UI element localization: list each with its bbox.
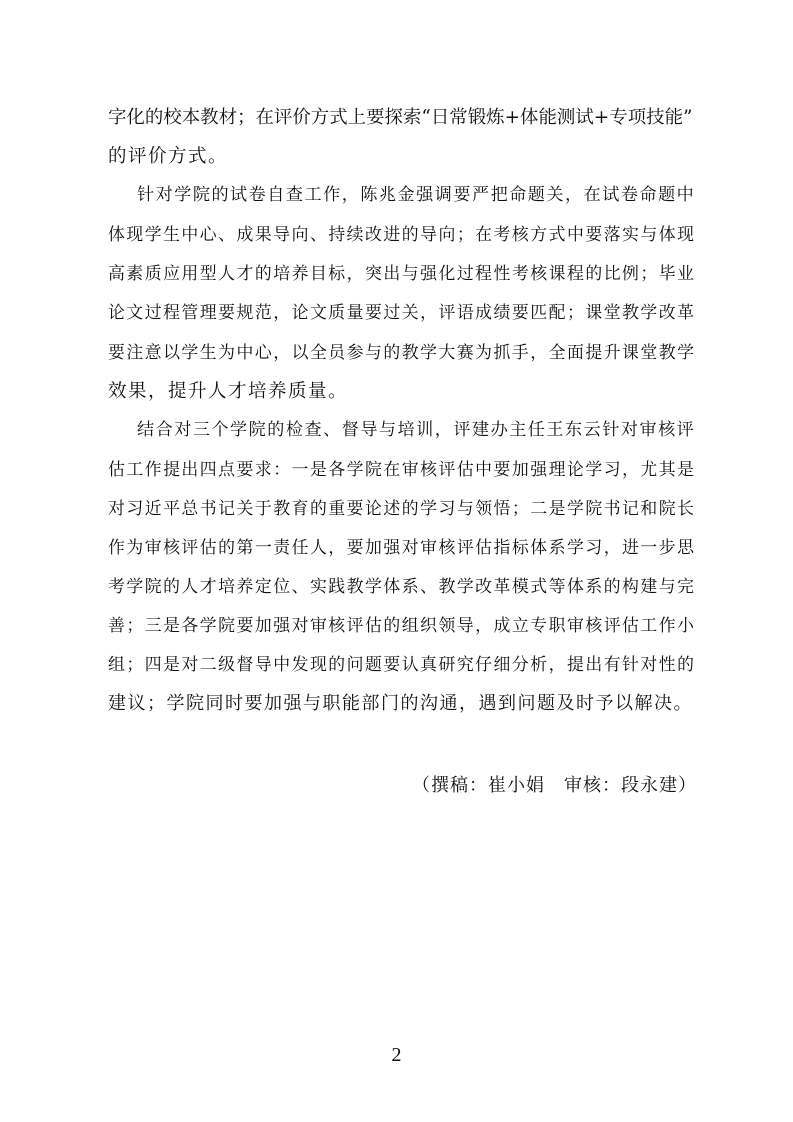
text-line: 要注意以学生为中心，以全员参与的教学大赛为抓手，全面提升课堂教学	[108, 341, 696, 362]
text-line: 组；四是对二级督导中发现的问题要认真研究仔细分析，提出有针对性的	[108, 654, 696, 675]
document-body	[108, 98, 696, 724]
text-line: 的评价方式。	[108, 146, 229, 168]
paragraph-1	[108, 98, 692, 176]
text-line: 效果，提升人才培养质量。	[108, 380, 349, 402]
text-line: 针对学院的试卷自查工作，陈兆金强调要严把命题关，在试卷命题中	[137, 185, 696, 206]
text-line: 善；三是各学院要加强对审核评估的组织领导，成立专职审核评估工作小	[108, 615, 696, 636]
text-line: 考学院的人才培养定位、实践教学体系、教学改革模式等体系的构建与完	[108, 576, 696, 597]
text-line: 结合对三个学院的检查、督导与培训，评建办主任王东云针对审核评	[137, 419, 696, 440]
text-line: 对习近平总书记关于教育的重要论述的学习与领悟；二是学院书记和院长	[108, 497, 696, 518]
text-line: 字化的校本教材；在评价方式上要探索“日常锻炼+体能测试+专项技能”	[108, 107, 693, 128]
paragraph-2	[108, 176, 696, 411]
text-line: 论文过程管理要规范，论文质量要过关，评语成绩要匹配；课堂教学改革	[108, 302, 696, 323]
text-line: 高素质应用型人才的培养目标，突出与强化过程性考核课程的比例；毕业	[108, 263, 696, 284]
page-number: 2	[391, 1044, 402, 1066]
text-line: 估工作提出四点要求：一是各学院在审核评估中要加强理论学习，尤其是	[108, 458, 696, 479]
text-line: 作为审核评估的第一责任人，要加强对审核评估指标体系学习，进一步思	[108, 537, 696, 558]
text-line: 建议；学院同时要加强与职能部门的沟通，遇到问题及时予以解决。	[108, 693, 693, 715]
text-line: 体现学生中心、成果导向、持续改进的导向；在考核方式中要落实与体现	[108, 224, 696, 245]
author-reviewer-signature: （撰稿：崔小娟 审核：段永建）	[412, 775, 697, 796]
paragraph-3	[108, 411, 696, 724]
